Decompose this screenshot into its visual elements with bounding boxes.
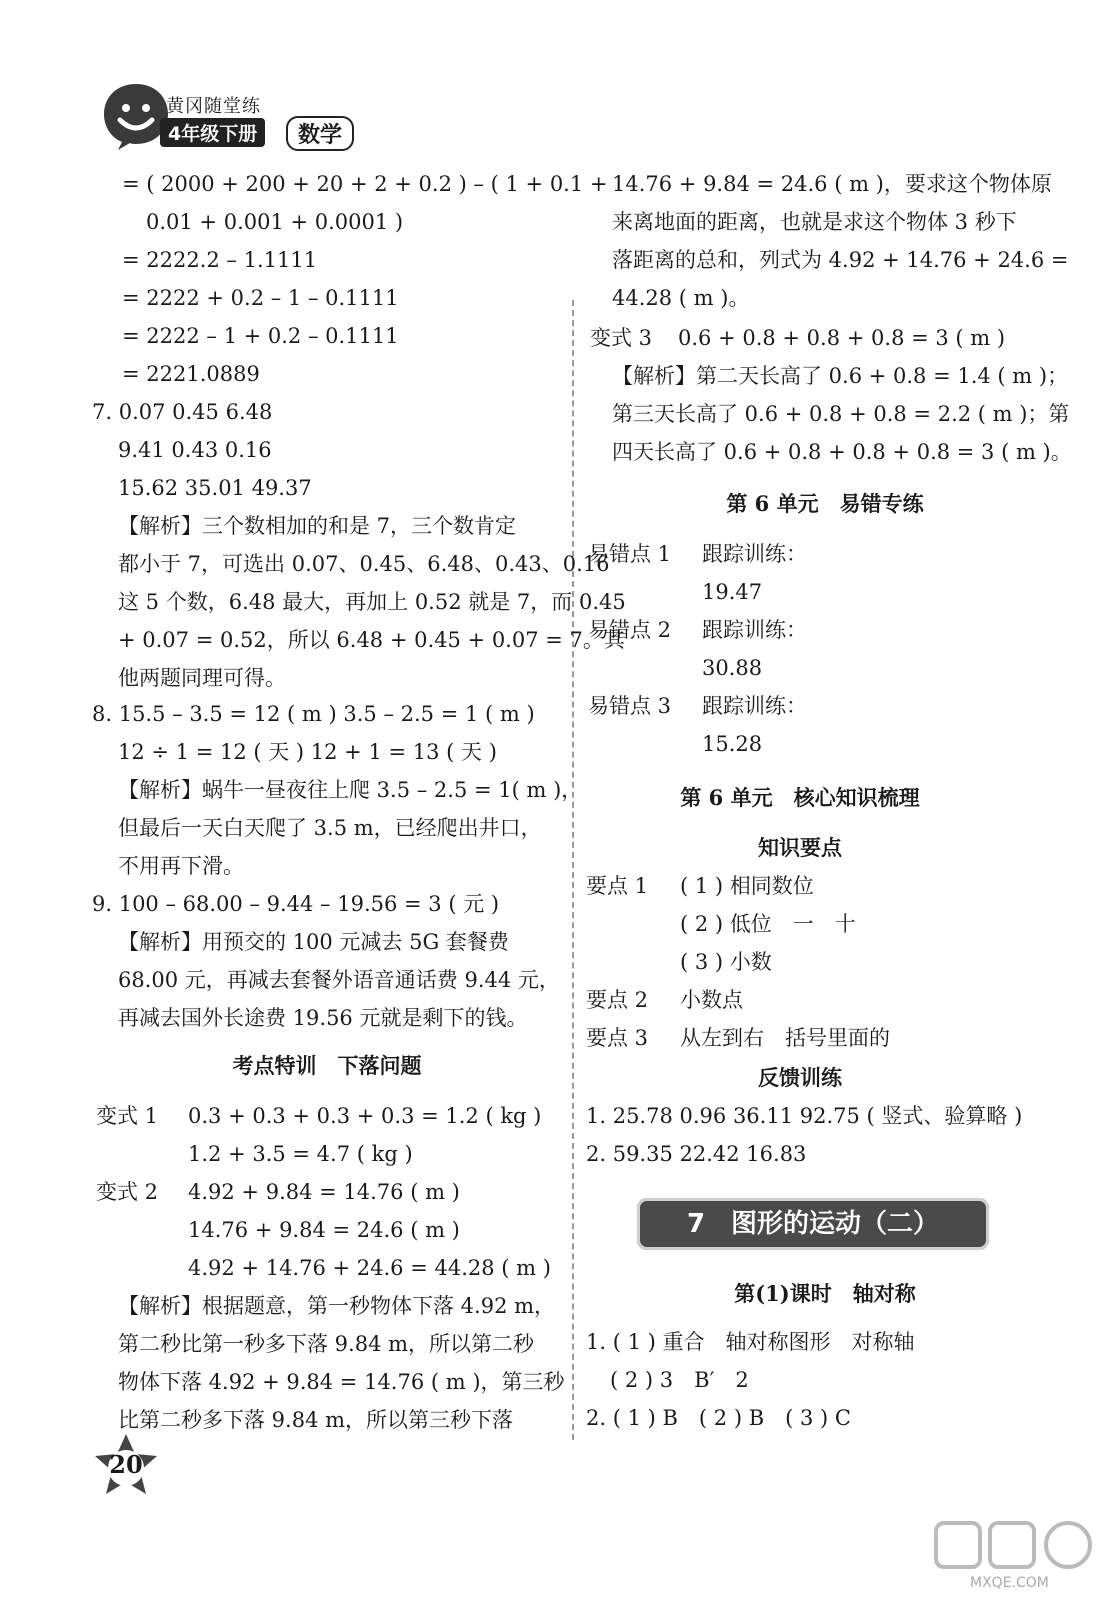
explanation-line: 再减去国外长途费 19.56 元就是剩下的钱。	[118, 1006, 528, 1030]
subject-label: 数学	[286, 116, 354, 151]
variant-label: 变式 3	[590, 326, 653, 350]
calc-line: = 2222 + 0.2 – 1 – 0.1111	[122, 286, 399, 310]
answer-line: 1. ( 1 ) 重合 轴对称图形 对称轴	[586, 1330, 915, 1354]
explanation-line: 但最后一天白天爬了 3.5 m，已经爬出井口，	[118, 816, 542, 840]
calc-line: = 2221.0889	[122, 362, 260, 386]
variant-line: 4.92 + 14.76 + 24.6 = 44.28 ( m )	[188, 1256, 551, 1280]
calc-line: 0.01 + 0.001 + 0.0001 )	[146, 210, 404, 234]
error-point-text: 跟踪训练：	[702, 694, 807, 718]
explanation-line: 68.00 元，再减去套餐外语音通话费 9.44 元，	[118, 968, 560, 992]
error-point-text: 跟踪训练：	[702, 618, 807, 642]
key-point-text: ( 3 ) 小数	[680, 950, 772, 974]
chapter-title: 7 图形的运动（二）	[686, 1209, 940, 1239]
explanation-line: 比第二秒多下落 9.84 m，所以第三秒下落	[118, 1408, 514, 1432]
calc-line: = ( 2000 + 200 + 20 + 2 + 0.2 ) – ( 1 + 0.1 +	[122, 172, 608, 196]
explanation-line: 来离地面的距离，也就是求这个物体 3 秒下	[612, 210, 1017, 234]
variant-label: 变式 1	[96, 1104, 159, 1128]
answer-7-line: 9.41 0.43 0.16	[118, 438, 272, 462]
feedback-line: 2. 59.35 22.42 16.83	[586, 1142, 807, 1166]
explanation-line: 14.76 + 9.84 = 24.6 ( m )，要求这个物体原	[612, 172, 1052, 196]
answer-line: ( 2 ) 3 B′ 2	[610, 1368, 749, 1392]
error-point-value: 30.88	[702, 656, 763, 680]
chapter-banner	[637, 1198, 989, 1250]
error-point-value: 15.28	[702, 732, 763, 756]
answer-line: 2. ( 1 ) B ( 2 ) B ( 3 ) C	[586, 1406, 851, 1430]
variant-line: 4.92 + 9.84 = 14.76 ( m )	[188, 1180, 460, 1204]
error-point-label: 易错点 1	[588, 542, 672, 566]
key-point-label: 要点 1	[586, 874, 649, 898]
answer-7-line: 15.62 35.01 49.37	[118, 476, 312, 500]
lesson-title: 第(1)课时 轴对称	[734, 1281, 916, 1306]
variant-line: 1.2 + 3.5 = 4.7 ( kg )	[188, 1142, 413, 1166]
explanation-line: 这 5 个数，6.48 最大，再加上 0.52 就是 7，而 0.45	[118, 590, 626, 614]
explanation-line: 【解析】三个数相加的和是 7，三个数肯定	[118, 514, 517, 538]
explanation-line: 【解析】蜗牛一昼夜往上爬 3.5 – 2.5 = 1( m )，	[118, 778, 583, 802]
unit-title: 第 6 单元 核心知识梳理	[680, 785, 920, 810]
key-point-text: 小数点	[680, 988, 743, 1012]
explanation-line: 【解析】根据题意，第一秒物体下落 4.92 m，	[118, 1294, 556, 1318]
answer-7-line: 7. 0.07 0.45 6.48	[92, 400, 273, 424]
explanation-line: 四天长高了 0.6 + 0.8 + 0.8 + 0.8 = 3 ( m )。	[612, 440, 1072, 464]
explanation-line: 落距离的总和，列式为 4.92 + 14.76 + 24.6 =	[612, 248, 1069, 272]
variant-label: 变式 2	[96, 1180, 159, 1204]
column-divider	[572, 300, 574, 1440]
key-point-label: 要点 3	[586, 1026, 649, 1050]
brand-name: 黄冈随堂练	[166, 96, 261, 117]
error-point-text: 跟踪训练：	[702, 542, 807, 566]
answer-8-line: 12 ÷ 1 = 12 ( 天 ) 12 + 1 = 13 ( 天 )	[118, 740, 497, 764]
explanation-line: 第二秒比第一秒多下落 9.84 m，所以第二秒	[118, 1332, 535, 1356]
explanation-line: 都小于 7，可选出 0.07、0.45、6.48、0.43、0.16	[118, 552, 610, 576]
section-title: 考点特训 下落问题	[232, 1053, 422, 1078]
calc-line: = 2222.2 – 1.1111	[122, 248, 318, 272]
answer-9-line: 9. 100 – 68.00 – 9.44 – 19.56 = 3 ( 元 )	[92, 892, 500, 916]
answer-8-line: 8. 15.5 – 3.5 = 12 ( m ) 3.5 – 2.5 = 1 ( m )	[92, 702, 535, 726]
explanation-line: 不用再下滑。	[118, 854, 244, 878]
explanation-line: 44.28 ( m )。	[612, 286, 750, 310]
variant-line: 14.76 + 9.84 = 24.6 ( m )	[188, 1218, 460, 1242]
key-point-text: 从左到右 括号里面的	[680, 1026, 890, 1050]
calc-line: = 2222 – 1 + 0.2 – 0.1111	[122, 324, 399, 348]
explanation-line: 他两题同理可得。	[118, 666, 286, 690]
key-point-label: 要点 2	[586, 988, 649, 1012]
variant-line: 0.3 + 0.3 + 0.3 + 0.3 = 1.2 ( kg )	[188, 1104, 542, 1128]
error-point-label: 易错点 3	[588, 694, 672, 718]
explanation-line: 【解析】用预交的 100 元减去 5G 套餐费	[118, 930, 509, 954]
subsection-title: 知识要点	[758, 835, 842, 860]
key-point-text: ( 2 ) 低位 一 十	[680, 912, 856, 936]
explanation-line: + 0.07 = 0.52，所以 6.48 + 0.45 + 0.07 = 7。其	[118, 628, 625, 652]
explanation-line: 物体下落 4.92 + 9.84 = 14.76 ( m )，第三秒	[118, 1370, 565, 1394]
key-point-text: ( 1 ) 相同数位	[680, 874, 814, 898]
watermark-text: MXQE.COM	[970, 1575, 1049, 1591]
error-point-value: 19.47	[702, 580, 763, 604]
variant-line: 0.6 + 0.8 + 0.8 + 0.8 = 3 ( m )	[678, 326, 1006, 350]
explanation-line: 第三天长高了 0.6 + 0.8 + 0.8 = 2.2 ( m )；第	[612, 402, 1070, 426]
feedback-line: 1. 25.78 0.96 36.11 92.75 ( 竖式、验算略 )	[586, 1104, 1023, 1128]
subsection-title: 反馈训练	[758, 1065, 842, 1090]
page-number: 20	[109, 1450, 143, 1479]
explanation-line: 【解析】第二天长高了 0.6 + 0.8 = 1.4 ( m )；	[612, 364, 1069, 388]
grade-label: 4年级下册	[160, 118, 265, 147]
unit-title: 第 6 单元 易错专练	[726, 491, 924, 516]
error-point-label: 易错点 2	[588, 618, 672, 642]
